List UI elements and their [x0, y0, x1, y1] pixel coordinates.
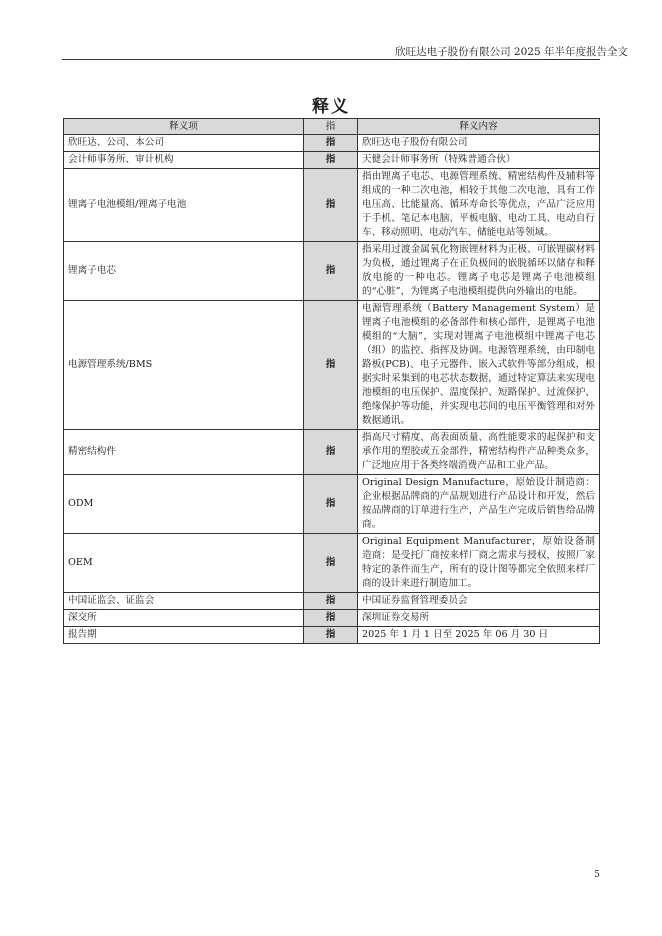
definitions-table [63, 118, 600, 644]
table-row [64, 627, 600, 644]
ref-cell: 指 [304, 534, 358, 593]
ref-cell: 指 [304, 301, 358, 430]
ref-cell: 指 [304, 475, 358, 534]
table-row [64, 610, 600, 627]
page-number: 5 [594, 870, 600, 880]
term-cell: 电源管理系统/BMS [64, 301, 304, 430]
definition-cell: 欣旺达电子股份有限公司 [358, 135, 600, 152]
ref-cell: 指 [304, 152, 358, 169]
ref-cell: 指 [304, 430, 358, 475]
definition-cell: 中国证券监督管理委员会 [358, 593, 600, 610]
term-cell: 中国证监会、证监会 [64, 593, 304, 610]
definition-cell: 电源管理系统（Battery Management System）是锂离子电池模组的必备部件和核心部件，是锂离子电池模组的“大脑”，实现对锂离子电池模组中锂离子电芯（组）的监控、指挥及协调。电源管理系统，由印制电路板(PCB)、电子元器件、嵌入式软件等部分组成，根据实时采集到的电芯状态数据，通过特定算法来实现电池模组的电压保护、温度保护、短路保护、过流保护、绝缘保护等功能，并实现电芯间的电压平衡管理和对外数据通讯。 [358, 301, 600, 430]
term-cell: 锂离子电芯 [64, 242, 304, 301]
table-row [64, 135, 600, 152]
ref-cell: 指 [304, 610, 358, 627]
page-header: 欣旺达电子股份有限公司 2025 年半年度报告全文 [395, 46, 628, 58]
table-row [64, 301, 600, 430]
ref-cell: 指 [304, 627, 358, 644]
table-row [64, 430, 600, 475]
term-cell: 会计师事务所、审计机构 [64, 152, 304, 169]
table-row [64, 475, 600, 534]
definition-cell: Original Equipment Manufacturer，原始设备制造商：是受托厂商按来样厂商之需求与授权，按照厂家特定的条件而生产，所有的设计图等都完全依照来样厂商的设计来进行制造加工。 [358, 534, 600, 593]
term-cell: ODM [64, 475, 304, 534]
header-divider [62, 59, 600, 60]
ref-cell: 指 [304, 242, 358, 301]
ref-cell: 指 [304, 169, 358, 242]
ref-cell: 指 [304, 135, 358, 152]
definition-cell: 指采用过渡金属氧化物嵌锂材料为正极、可嵌锂碳材料为负极，通过锂离子在正负极间的嵌脱循环以储存和释放电能的一种电芯。锂离子电芯是锂离子电池模组的“心脏”，为锂离子电池模组提供向外输出的电能。 [358, 242, 600, 301]
definition-cell: 指由锂离子电芯、电源管理系统、精密结构件及辅料等组成的一种二次电池，相较于其他二次电池，具有工作电压高、比能量高、循环寿命长等优点，产品广泛应用于手机、笔记本电脑、平板电脑、电动工具、电动自行车、移动照明、电动汽车、储能电站等领域。 [358, 169, 600, 242]
term-cell: 精密结构件 [64, 430, 304, 475]
definition-cell: Original Design Manufacture，原始设计制造商：企业根据品牌商的产品规划进行产品设计和开发，然后按品牌商的订单进行生产，产品生产完成后销售给品牌商。 [358, 475, 600, 534]
definition-cell: 2025 年 1 月 1 日至 2025 年 06 月 30 日 [358, 627, 600, 644]
ref-cell: 指 [304, 593, 358, 610]
definition-cell: 天健会计师事务所（特殊普通合伙） [358, 152, 600, 169]
term-cell: 报告期 [64, 627, 304, 644]
table-row [64, 534, 600, 593]
term-cell: 欣旺达、公司、本公司 [64, 135, 304, 152]
table-row [64, 593, 600, 610]
column-header-ref: 指 [304, 119, 358, 135]
definition-cell: 深圳证券交易所 [358, 610, 600, 627]
column-header-term: 释义项 [64, 119, 304, 135]
term-cell: OEM [64, 534, 304, 593]
table-row [64, 152, 600, 169]
table-row [64, 169, 600, 242]
term-cell: 锂离子电池模组/锂离子电池 [64, 169, 304, 242]
table-header-row [64, 119, 600, 135]
column-header-content: 释义内容 [358, 119, 600, 135]
definition-cell: 指高尺寸精度、高表面质量、高性能要求的起保护和支承作用的塑胶或五金部件，精密结构件产品种类众多，广泛地应用于各类终端消费产品和工业产品。 [358, 430, 600, 475]
section-title: 释义 [312, 97, 350, 117]
term-cell: 深交所 [64, 610, 304, 627]
table-row [64, 242, 600, 301]
